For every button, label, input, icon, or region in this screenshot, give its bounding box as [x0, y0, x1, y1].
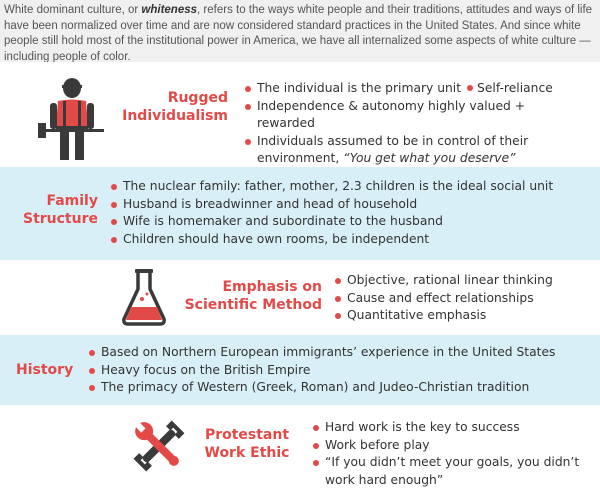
bullet-dot [335, 313, 341, 319]
bullet-dot [111, 219, 117, 225]
list-item [88, 379, 593, 397]
bullet-text: The primacy of Western (Greek, Roman) and Judeo-Christian tradition [101, 380, 530, 394]
bullet-text: Quantitative emphasis [347, 308, 487, 322]
list-item [244, 98, 579, 133]
scientific-bullets [334, 272, 594, 325]
bullet-text: “If you didn’t meet your goals, you didn’t work hard enough” [325, 455, 580, 487]
intro-paragraph [0, 0, 600, 62]
bullet-text: Children should have own rooms, be independent [123, 231, 430, 246]
family-structure-title [0, 192, 98, 228]
rugged-individualism-title [98, 89, 228, 125]
section-protestant-work-ethic [0, 405, 600, 500]
intro-emphasis: whiteness [141, 4, 198, 16]
list-item [110, 178, 590, 196]
bullet-dot [111, 202, 117, 208]
bullet-text: Wife is homemaker and subordinate to the husband [123, 214, 443, 228]
bullet-dot [335, 296, 341, 302]
bullet-dot [89, 385, 95, 391]
bullet-dot [245, 104, 251, 110]
list-item [244, 133, 579, 168]
list-item [312, 437, 582, 455]
bullet-dot [313, 443, 319, 449]
history-title: History [16, 362, 74, 378]
protestant-title-line2: Work Ethic [204, 445, 290, 461]
intro-part1: White dominant culture, or [4, 4, 142, 16]
bullet-text: The nuclear family: father, mother, 2.3 children is the ideal social unit [123, 179, 554, 193]
list-item [334, 272, 594, 290]
list-item [312, 419, 582, 437]
scientific-title-line2: Scientific Method [184, 297, 322, 313]
bullet-text: Based on Northern European immigrants’ experience in the United States [101, 345, 556, 359]
bullet-text: Work before play [325, 437, 430, 452]
list-item [110, 213, 590, 231]
bullet-dot [111, 184, 117, 190]
bullet-text: Independence & autonomy highly valued + rewarded [257, 98, 526, 130]
list-item [312, 454, 582, 489]
protestant-bullets [312, 419, 582, 489]
family-title-line1: Family [46, 193, 98, 209]
protestant-title-line1: Protestant [204, 427, 290, 443]
scientific-method-title [170, 278, 322, 314]
rugged-title-line2: Individualism [122, 108, 228, 124]
list-item [110, 231, 590, 249]
section-history [0, 335, 600, 405]
bullet-dot [111, 237, 117, 243]
bullet-dot [335, 278, 341, 284]
list-item [334, 307, 594, 325]
list-item [244, 80, 579, 98]
bullet-dot [245, 139, 251, 145]
bullet-dot [313, 425, 319, 431]
flask-icon [120, 267, 168, 327]
scientific-title-line1: Emphasis on [222, 279, 322, 295]
bullet-text-extra: Self-reliance [477, 81, 553, 95]
rugged-title-line1: Rugged [167, 90, 228, 106]
section-rugged-individualism [0, 62, 600, 167]
list-item [110, 196, 590, 214]
bullet-text: Hard work is the key to success [325, 420, 520, 434]
list-item [88, 362, 593, 380]
bullet-text: Objective, rational linear thinking [347, 273, 553, 287]
family-bullets [110, 178, 590, 248]
bullet-text: Individuals assumed to be in control of their environment, [257, 133, 529, 165]
bullet-text: Heavy focus on the British Empire [101, 362, 311, 377]
rugged-bullets [244, 80, 579, 168]
section-family-structure [0, 167, 600, 260]
bullet-dot [245, 86, 251, 92]
family-title-line2: Structure [22, 211, 98, 227]
bullet-text: The individual is the primary unit [257, 81, 462, 95]
bullet-text: Husband is breadwinner and head of household [123, 196, 418, 211]
list-item [334, 290, 594, 308]
protestant-work-ethic-title [196, 426, 298, 462]
bullet-dot [313, 460, 319, 466]
bullet-text: Cause and effect relationships [347, 290, 534, 305]
section-scientific-method [0, 260, 600, 335]
bullet-dot [89, 368, 95, 374]
bullet-quote: “You get what you deserve” [343, 151, 516, 165]
history-bullets [88, 344, 593, 397]
bullet-dot [89, 350, 95, 356]
list-item [88, 344, 593, 362]
wrench-icon [128, 417, 190, 475]
intro-part2: , refers to the ways white people and their traditions, attitudes and ways of life have been normalized over time and are now considered standard practices in the United States. And since white people still hold most of the institutional power in America, we have all internalized some aspects of white culture — including people of color. [4, 4, 593, 63]
bullet-dot [467, 85, 473, 91]
